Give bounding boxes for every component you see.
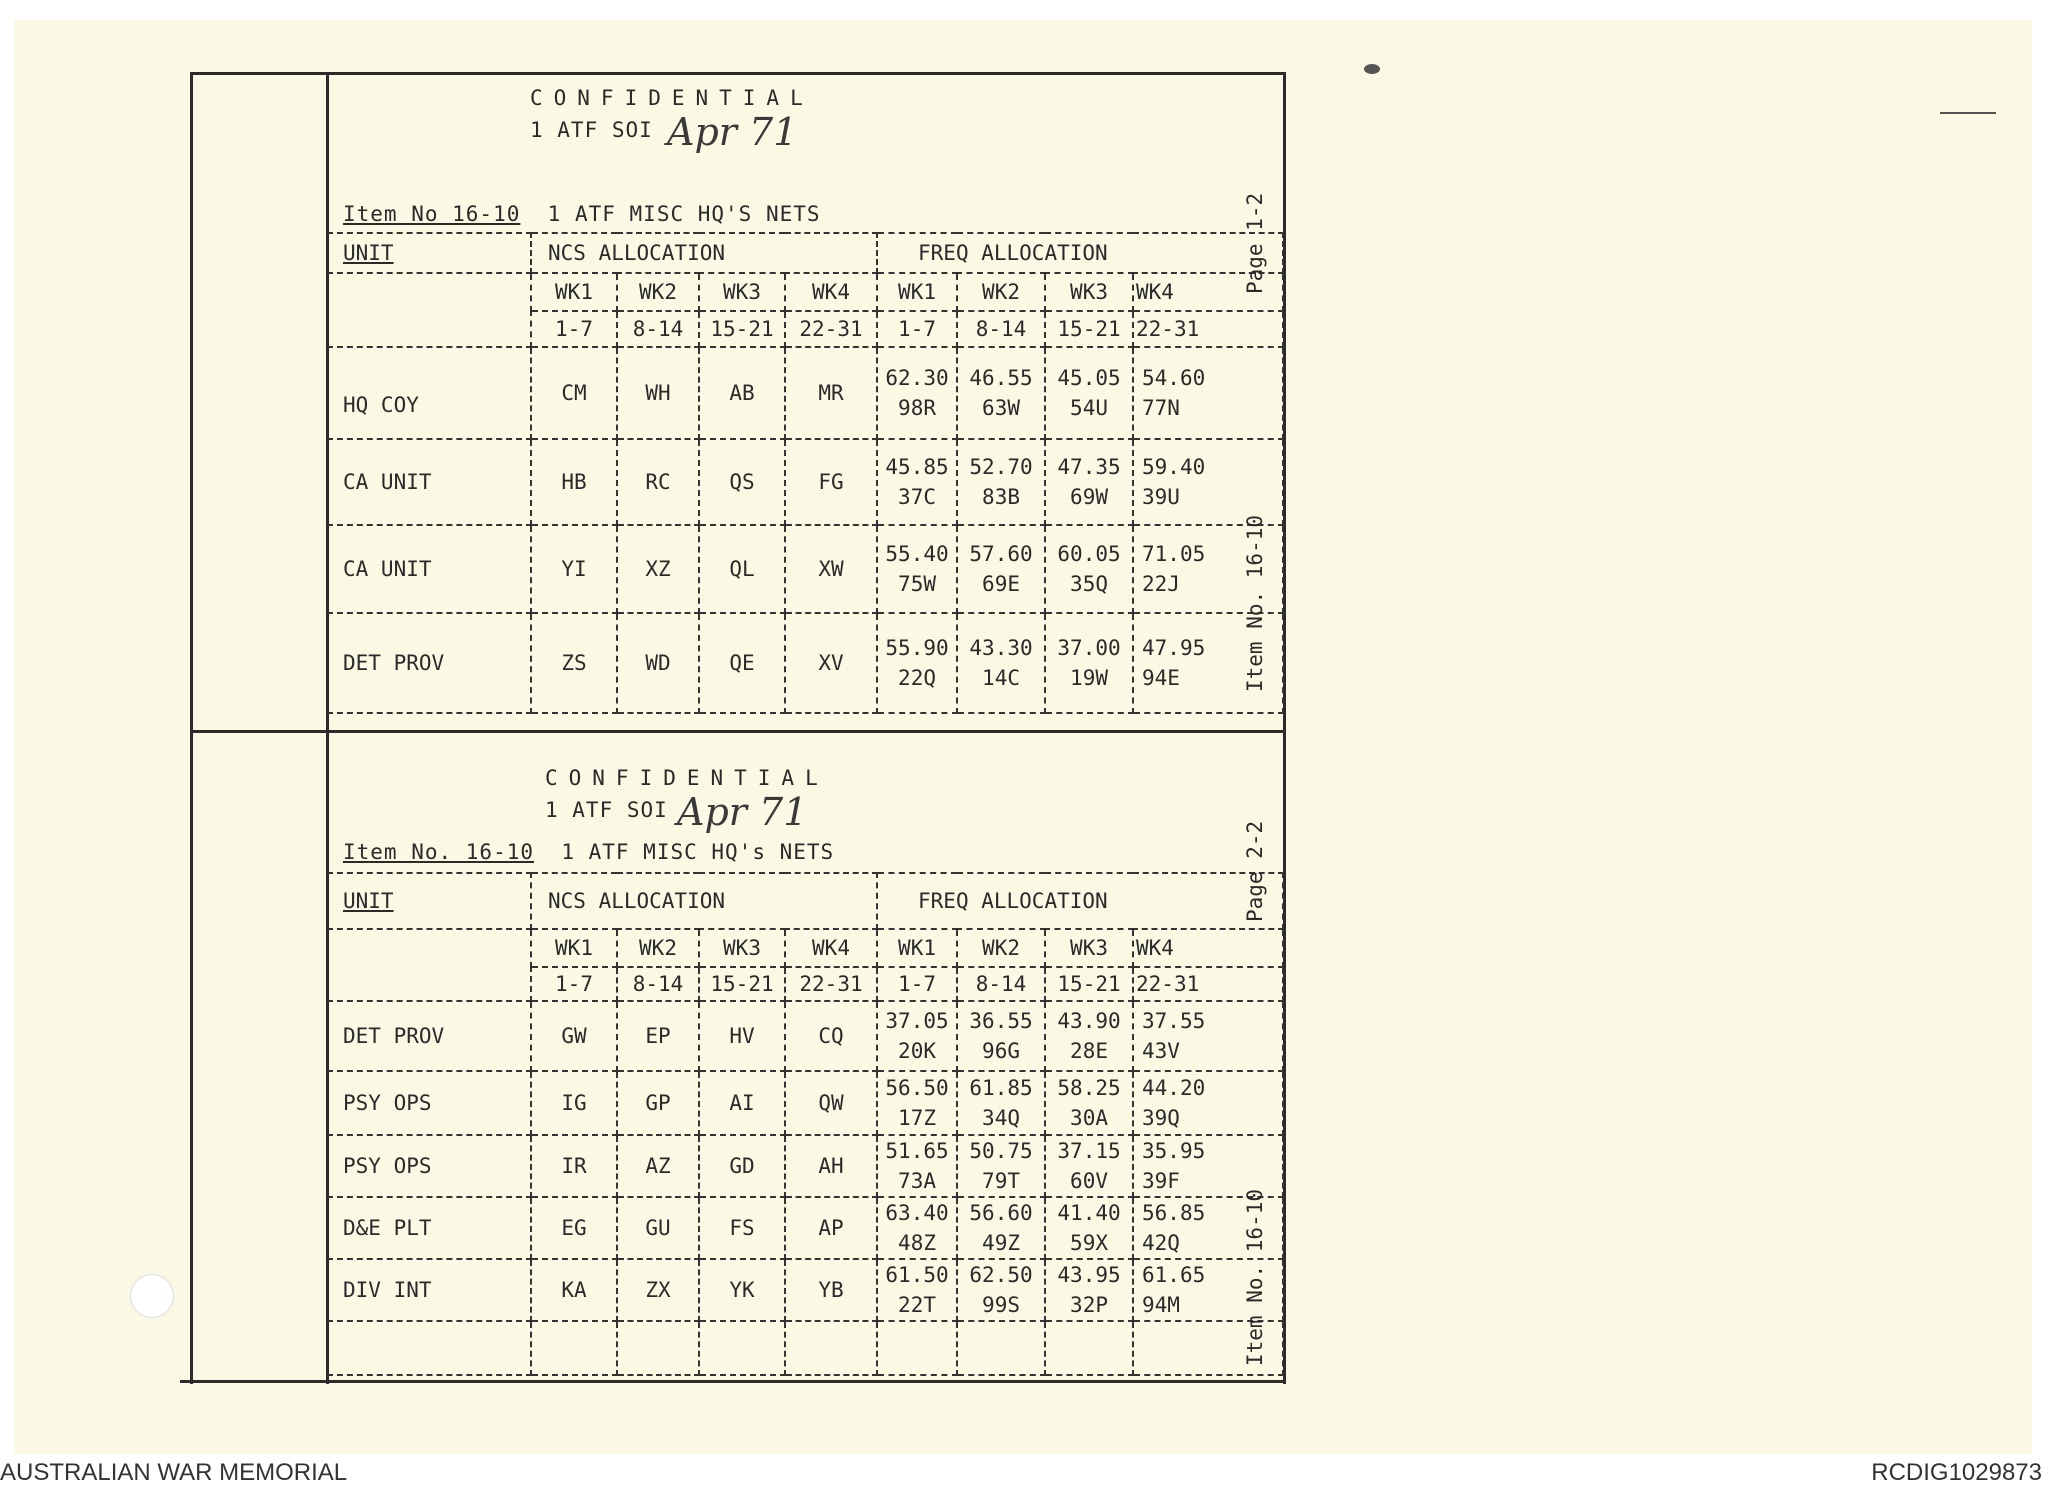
- header-ncs: NCS ALLOCATION: [531, 873, 877, 929]
- call-sign: 73A: [898, 1169, 936, 1193]
- ncs-code: QS: [699, 439, 785, 525]
- freq-cell: [877, 525, 957, 613]
- ncs-code: XW: [785, 525, 877, 613]
- freq-value: 50.75: [969, 1139, 1033, 1163]
- header-ncs: NCS ALLOCATION: [531, 233, 877, 273]
- freq-cell: [1133, 347, 1283, 439]
- freq-cell: [877, 1259, 957, 1321]
- call-sign: 14C: [982, 666, 1020, 690]
- call-sign: 75W: [898, 572, 936, 596]
- freq-cell: [957, 1071, 1045, 1135]
- freq-value: 55.40: [885, 542, 949, 566]
- table-row: [327, 1071, 1283, 1135]
- freq-value: 55.90: [885, 636, 949, 660]
- call-sign: 39U: [1142, 485, 1180, 509]
- table-row: [327, 1135, 1283, 1197]
- freq-cell: [1045, 613, 1133, 713]
- table-row: [327, 347, 1283, 439]
- archive-id: RCDIG1029873: [1871, 1459, 2042, 1486]
- frame-bottom-line: [180, 1380, 1286, 1383]
- frame-top-line: [190, 72, 1286, 75]
- unit-name: PSY OPS: [327, 1071, 531, 1135]
- ncs-code: ZS: [531, 613, 617, 713]
- week-label: WK4: [1133, 929, 1283, 967]
- freq-cell: [957, 1135, 1045, 1197]
- soi-label: 1 ATF SOI: [530, 118, 653, 142]
- section-page-1: [327, 76, 1285, 728]
- range-label: 22-31: [1133, 967, 1283, 1001]
- range-label: 22-31: [1133, 311, 1283, 347]
- ncs-code: AP: [785, 1197, 877, 1259]
- ncs-code: AZ: [617, 1135, 699, 1197]
- unit-name: DIV INT: [327, 1259, 531, 1321]
- range-label: 15-21: [1045, 311, 1133, 347]
- freq-value: 41.40: [1057, 1201, 1121, 1225]
- freq-cell: [1045, 1259, 1133, 1321]
- unit-name: DET PROV: [327, 1001, 531, 1071]
- unit-name: HQ COY: [327, 347, 531, 439]
- ncs-code: FS: [699, 1197, 785, 1259]
- freq-value: 56.60: [969, 1201, 1033, 1225]
- freq-cell: [877, 347, 957, 439]
- freq-value: 59.40: [1142, 455, 1206, 479]
- header-freq: FREQ ALLOCATION: [877, 873, 1283, 929]
- ncs-code: WH: [617, 347, 699, 439]
- unit-name: CA UNIT: [327, 525, 531, 613]
- freq-value: 54.60: [1142, 366, 1206, 390]
- freq-cell: [1133, 439, 1283, 525]
- freq-cell: [957, 1197, 1045, 1259]
- week-label: WK1: [531, 273, 617, 311]
- range-label: 1-7: [531, 967, 617, 1001]
- freq-cell: [877, 613, 957, 713]
- ncs-code: QW: [785, 1071, 877, 1135]
- table-row-empty: [327, 1321, 1283, 1375]
- unit-name: D&E PLT: [327, 1197, 531, 1259]
- week-label: WK3: [699, 273, 785, 311]
- header-freq: FREQ ALLOCATION: [877, 233, 1283, 273]
- freq-cell: [1045, 1071, 1133, 1135]
- week-label: WK2: [957, 273, 1045, 311]
- freq-value: 52.70: [969, 455, 1033, 479]
- week-label: WK2: [617, 273, 699, 311]
- freq-cell: [957, 347, 1045, 439]
- freq-cell: [1133, 1071, 1283, 1135]
- freq-value: 44.20: [1142, 1076, 1206, 1100]
- freq-value: 60.05: [1057, 542, 1121, 566]
- freq-value: 61.65: [1142, 1263, 1206, 1287]
- week-label: WK3: [1045, 273, 1133, 311]
- call-sign: 22Q: [898, 666, 936, 690]
- freq-cell: [877, 1001, 957, 1071]
- table-row: [327, 439, 1283, 525]
- range-label: 22-31: [785, 967, 877, 1001]
- freq-value: 71.05: [1142, 542, 1206, 566]
- call-sign: 19W: [1070, 666, 1108, 690]
- freq-cell: [877, 1197, 957, 1259]
- freq-cell: [877, 1071, 957, 1135]
- call-sign: 32P: [1070, 1293, 1108, 1317]
- freq-value: 47.95: [1142, 636, 1206, 660]
- freq-value: 61.50: [885, 1263, 949, 1287]
- call-sign: 20K: [898, 1039, 936, 1063]
- unit-name: CA UNIT: [327, 439, 531, 525]
- header-unit-blank: [327, 929, 531, 1001]
- ncs-code: GP: [617, 1071, 699, 1135]
- handwritten-date: Apr 71: [667, 110, 798, 154]
- ncs-code: FG: [785, 439, 877, 525]
- freq-value: 62.50: [969, 1263, 1033, 1287]
- call-sign: 37C: [898, 485, 936, 509]
- freq-cell: [1045, 1135, 1133, 1197]
- freq-value: 43.95: [1057, 1263, 1121, 1287]
- ncs-code: GD: [699, 1135, 785, 1197]
- week-label: WK2: [617, 929, 699, 967]
- call-sign: 39Q: [1142, 1106, 1180, 1130]
- ncs-code: KA: [531, 1259, 617, 1321]
- call-sign: 48Z: [898, 1231, 936, 1255]
- punch-hole: [130, 1274, 174, 1318]
- call-sign: 43V: [1142, 1039, 1180, 1063]
- header-unit: UNIT: [327, 873, 531, 929]
- item-number: Item No 16-10: [343, 202, 521, 226]
- allocation-table: [327, 232, 1284, 714]
- freq-cell: [957, 1001, 1045, 1071]
- week-label: WK4: [1133, 273, 1283, 311]
- confidential-heading: CONFIDENTIAL: [530, 86, 814, 110]
- ncs-code: EP: [617, 1001, 699, 1071]
- frame-left-line: [190, 72, 193, 1384]
- range-label: 8-14: [617, 967, 699, 1001]
- freq-cell: [957, 613, 1045, 713]
- margin-mark: [1940, 112, 1996, 114]
- section-page-2: [327, 736, 1285, 1378]
- range-label: 22-31: [785, 311, 877, 347]
- call-sign: 42Q: [1142, 1231, 1180, 1255]
- freq-value: 47.35: [1057, 455, 1121, 479]
- soi-label: 1 ATF SOI: [545, 798, 668, 822]
- freq-value: 58.25: [1057, 1076, 1121, 1100]
- freq-cell: [1045, 1001, 1133, 1071]
- call-sign: 63W: [982, 396, 1020, 420]
- freq-value: 37.00: [1057, 636, 1121, 660]
- ncs-code: EG: [531, 1197, 617, 1259]
- header-unit: UNIT: [327, 233, 531, 273]
- call-sign: 49Z: [982, 1231, 1020, 1255]
- call-sign: 99S: [982, 1293, 1020, 1317]
- item-number: Item No. 16-10: [343, 840, 535, 864]
- ncs-code: XZ: [617, 525, 699, 613]
- week-label: WK1: [531, 929, 617, 967]
- freq-value: 57.60: [969, 542, 1033, 566]
- ncs-code: RC: [617, 439, 699, 525]
- freq-value: 62.30: [885, 366, 949, 390]
- freq-cell: [1045, 1197, 1133, 1259]
- range-label: 8-14: [957, 967, 1045, 1001]
- freq-value: 46.55: [969, 366, 1033, 390]
- ncs-code: CQ: [785, 1001, 877, 1071]
- ncs-code: IR: [531, 1135, 617, 1197]
- freq-value: 45.05: [1057, 366, 1121, 390]
- freq-value: 45.85: [885, 455, 949, 479]
- freq-cell: [1133, 1135, 1283, 1197]
- week-label: WK4: [785, 929, 877, 967]
- week-label: WK2: [957, 929, 1045, 967]
- item-number-side: Item No. 16-10: [1243, 1188, 1267, 1366]
- call-sign: 22J: [1142, 572, 1180, 596]
- range-label: 15-21: [699, 311, 785, 347]
- ncs-code: ZX: [617, 1259, 699, 1321]
- ncs-code: YK: [699, 1259, 785, 1321]
- freq-value: 56.85: [1142, 1201, 1206, 1225]
- ncs-code: HB: [531, 439, 617, 525]
- freq-cell: [957, 439, 1045, 525]
- freq-value: 63.40: [885, 1201, 949, 1225]
- call-sign: 28E: [1070, 1039, 1108, 1063]
- week-label: WK3: [699, 929, 785, 967]
- week-label: WK1: [877, 929, 957, 967]
- call-sign: 69W: [1070, 485, 1108, 509]
- freq-value: 43.30: [969, 636, 1033, 660]
- freq-value: 35.95: [1142, 1139, 1206, 1163]
- freq-cell: [877, 1135, 957, 1197]
- week-label: WK1: [877, 273, 957, 311]
- call-sign: 34Q: [982, 1106, 1020, 1130]
- confidential-heading: CONFIDENTIAL: [545, 766, 829, 790]
- item-title: [343, 202, 821, 226]
- ncs-code: GW: [531, 1001, 617, 1071]
- page-number-side: Page 2-2: [1243, 820, 1267, 922]
- frame-divider-line: [190, 730, 1286, 733]
- ncs-code: AB: [699, 347, 785, 439]
- call-sign: 30A: [1070, 1106, 1108, 1130]
- call-sign: 77N: [1142, 396, 1180, 420]
- week-label: WK4: [785, 273, 877, 311]
- freq-value: 37.05: [885, 1009, 949, 1033]
- range-label: 1-7: [531, 311, 617, 347]
- call-sign: 94E: [1142, 666, 1180, 690]
- week-label: WK3: [1045, 929, 1133, 967]
- ncs-code: YI: [531, 525, 617, 613]
- header-unit-blank: [327, 273, 531, 347]
- ncs-code: QL: [699, 525, 785, 613]
- archive-credit: AUSTRALIAN WAR MEMORIAL: [0, 1459, 348, 1486]
- ncs-code: QE: [699, 613, 785, 713]
- item-title: [343, 840, 834, 864]
- ncs-code: HV: [699, 1001, 785, 1071]
- freq-value: 37.15: [1057, 1139, 1121, 1163]
- range-label: 8-14: [957, 311, 1045, 347]
- item-number-side: Item No. 16-10: [1243, 514, 1267, 692]
- ncs-code: WD: [617, 613, 699, 713]
- range-label: 15-21: [699, 967, 785, 1001]
- allocation-table: [327, 872, 1284, 1376]
- ncs-code: IG: [531, 1071, 617, 1135]
- range-label: 8-14: [617, 311, 699, 347]
- range-label: 1-7: [877, 967, 957, 1001]
- call-sign: 79T: [982, 1169, 1020, 1193]
- freq-value: 36.55: [969, 1009, 1033, 1033]
- table-row: [327, 1197, 1283, 1259]
- ncs-code: XV: [785, 613, 877, 713]
- table-row: [327, 1259, 1283, 1321]
- call-sign: 22T: [898, 1293, 936, 1317]
- page-number-side: Page 1-2: [1243, 192, 1267, 294]
- call-sign: 35Q: [1070, 572, 1108, 596]
- table-row: [327, 1001, 1283, 1071]
- handwritten-date: Apr 71: [677, 790, 808, 834]
- call-sign: 98R: [898, 396, 936, 420]
- freq-cell: [877, 439, 957, 525]
- ncs-code: YB: [785, 1259, 877, 1321]
- call-sign: 60V: [1070, 1169, 1108, 1193]
- call-sign: 69E: [982, 572, 1020, 596]
- freq-cell: [957, 525, 1045, 613]
- ncs-code: AI: [699, 1071, 785, 1135]
- unit-name: PSY OPS: [327, 1135, 531, 1197]
- freq-cell: [1045, 439, 1133, 525]
- call-sign: 59X: [1070, 1231, 1108, 1255]
- unit-name: DET PROV: [327, 613, 531, 713]
- freq-value: 51.65: [885, 1139, 949, 1163]
- call-sign: 83B: [982, 485, 1020, 509]
- freq-cell: [1045, 525, 1133, 613]
- freq-value: 56.50: [885, 1076, 949, 1100]
- net-title: 1 ATF MISC HQ's NETS: [561, 840, 835, 864]
- freq-value: 61.85: [969, 1076, 1033, 1100]
- ncs-code: MR: [785, 347, 877, 439]
- range-label: 15-21: [1045, 967, 1133, 1001]
- ncs-code: CM: [531, 347, 617, 439]
- ink-speck: [1364, 64, 1380, 74]
- table-row: [327, 613, 1283, 713]
- call-sign: 39F: [1142, 1169, 1180, 1193]
- ncs-code: GU: [617, 1197, 699, 1259]
- ncs-code: AH: [785, 1135, 877, 1197]
- call-sign: 17Z: [898, 1106, 936, 1130]
- call-sign: 54U: [1070, 396, 1108, 420]
- freq-value: 37.55: [1142, 1009, 1206, 1033]
- freq-cell: [1133, 1001, 1283, 1071]
- freq-value: 43.90: [1057, 1009, 1121, 1033]
- table-row: [327, 525, 1283, 613]
- range-label: 1-7: [877, 311, 957, 347]
- freq-cell: [1045, 347, 1133, 439]
- freq-cell: [957, 1259, 1045, 1321]
- call-sign: 94M: [1142, 1293, 1180, 1317]
- net-title: 1 ATF MISC HQ'S NETS: [547, 202, 821, 226]
- call-sign: 96G: [982, 1039, 1020, 1063]
